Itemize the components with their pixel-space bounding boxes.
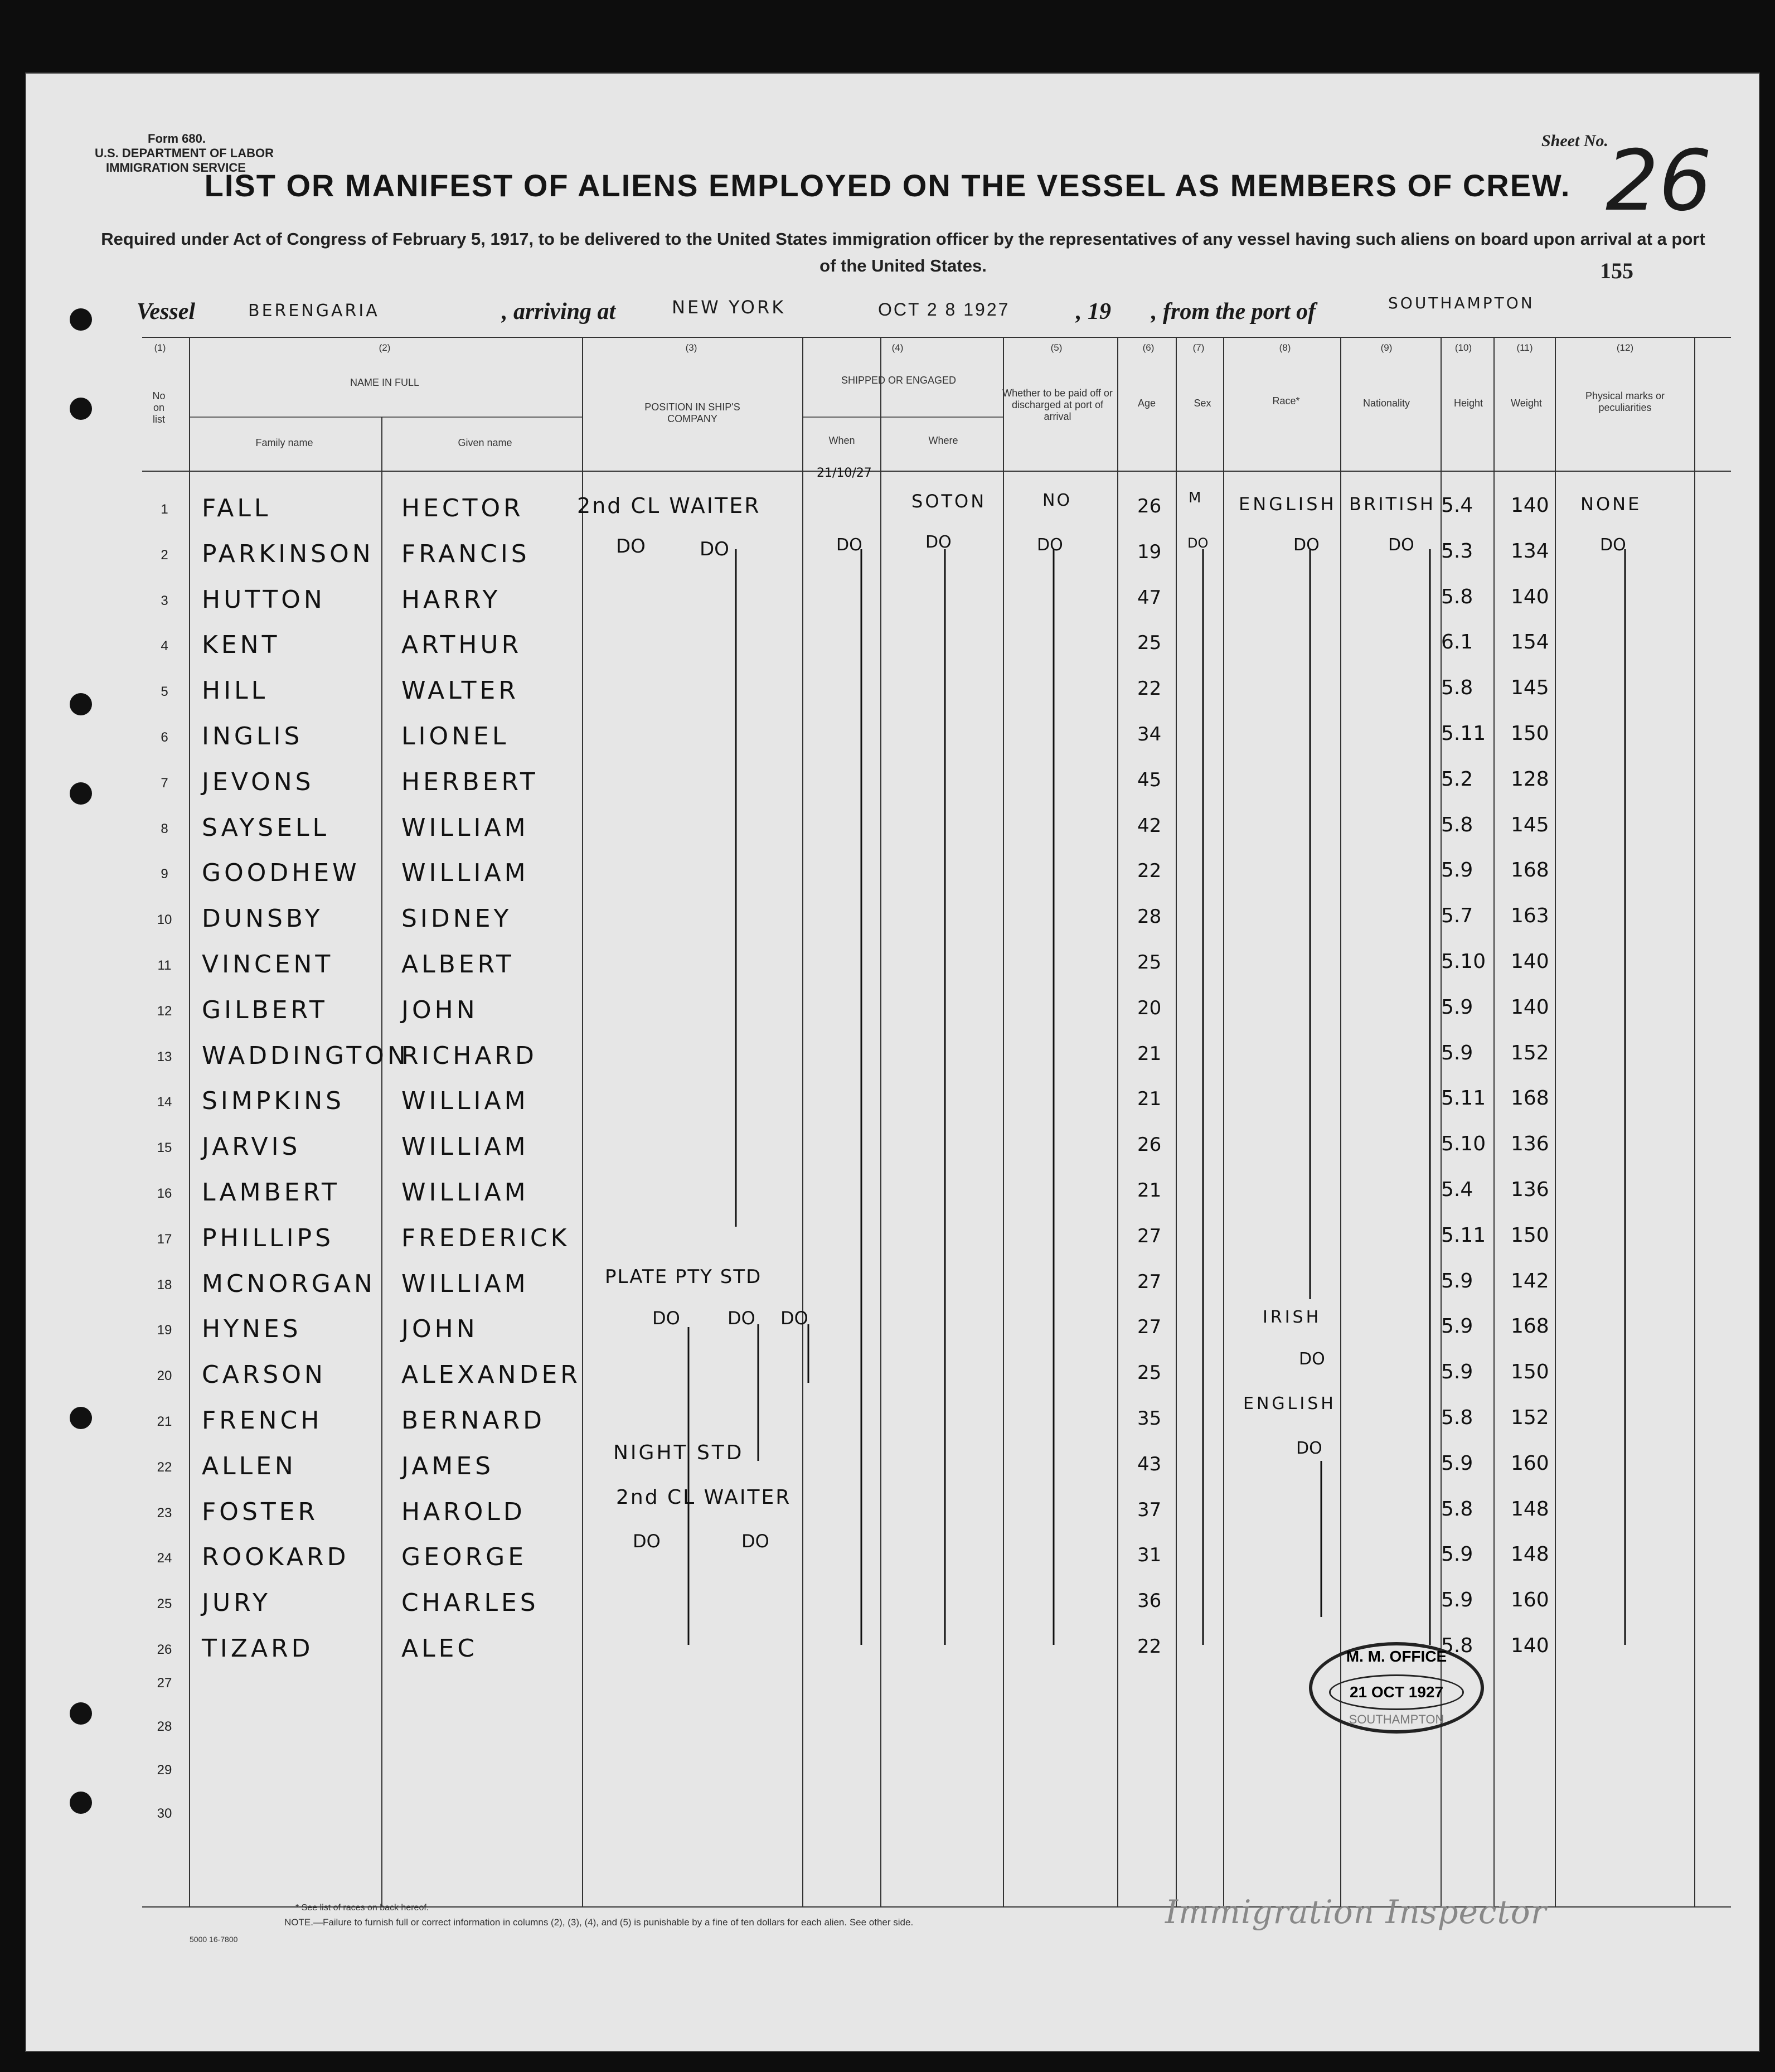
weight-cell: 142	[1511, 1269, 1549, 1292]
row-number: 28	[157, 1719, 172, 1734]
given-name-cell: ALEXANDER	[401, 1361, 581, 1390]
form-number: Form 680.	[148, 132, 206, 146]
row-number: 12	[157, 1003, 172, 1019]
ditto-mark: DO	[836, 535, 862, 555]
family-name-cell: PARKINSON	[202, 539, 374, 568]
given-name-cell: ALBERT	[401, 950, 515, 979]
age-cell: 26	[1137, 1134, 1162, 1156]
given-name-cell: WILLIAM	[401, 1269, 529, 1298]
age-cell: 35	[1137, 1407, 1162, 1430]
row-number: 22	[157, 1459, 172, 1475]
ditto-mark: DO	[1388, 535, 1414, 555]
age-cell: 43	[1137, 1453, 1162, 1475]
column-number: (2)	[379, 342, 391, 353]
family-name-cell: SIMPKINS	[202, 1087, 345, 1116]
header-weight: Weight	[1511, 398, 1542, 409]
weight-cell: 145	[1511, 813, 1549, 836]
ditto-mark: DO	[1299, 1349, 1325, 1369]
column-number: (4)	[891, 342, 904, 353]
given-name-cell: ARTHUR	[401, 631, 522, 660]
height-cell: 5.9	[1441, 859, 1473, 882]
given-name-cell: LIONEL	[401, 722, 510, 751]
weight-cell: 140	[1511, 494, 1549, 517]
family-name-cell: CARSON	[202, 1361, 326, 1390]
given-name-cell: HAROLD	[401, 1497, 526, 1526]
position-cell: NIGHT STD	[613, 1441, 744, 1464]
weight-cell: 140	[1511, 585, 1549, 608]
family-name-cell: TIZARD	[202, 1634, 314, 1663]
row-number: 20	[157, 1368, 172, 1384]
row-number: 7	[161, 775, 168, 791]
height-cell: 5.8	[1441, 676, 1473, 700]
column-number: (7)	[1192, 342, 1205, 353]
given-name-cell: CHARLES	[401, 1589, 539, 1618]
family-name-cell: FOSTER	[202, 1497, 319, 1526]
column-number: (12)	[1616, 342, 1634, 353]
height-cell: 5.4	[1441, 1178, 1473, 1201]
given-name-cell: WALTER	[401, 676, 519, 705]
page-number: 155	[1600, 258, 1633, 283]
column-number: (11)	[1516, 342, 1533, 353]
ditto-mark: DO	[1037, 535, 1063, 555]
height-cell: 5.3	[1441, 539, 1473, 563]
family-name-cell: DUNSBY	[202, 904, 323, 933]
column-number: (8)	[1279, 342, 1291, 353]
header-age: Age	[1137, 398, 1156, 409]
height-cell: 5.4	[1441, 494, 1473, 517]
column-number: (10)	[1454, 342, 1472, 353]
ditto-mark: DO	[780, 1308, 808, 1329]
page-subtitle: Required under Act of Congress of February 5, 1917, to be delivered to the United States immigration officer by the representatives of any vessel having such aliens on board upon arrival at a port of the United States.	[101, 229, 1705, 275]
age-cell: 25	[1137, 951, 1162, 974]
header-when: When	[828, 435, 855, 446]
from-port-label: , from the port of	[1151, 299, 1316, 325]
weight-cell: 145	[1511, 676, 1549, 700]
header-where: Where	[928, 435, 958, 446]
race-footnote: * See list of races on back hereof.	[295, 1903, 429, 1913]
weight-cell: 163	[1511, 904, 1549, 928]
position-cell: PLATE PTY STD	[605, 1266, 762, 1288]
row-number: 26	[157, 1642, 172, 1657]
row-number: 8	[161, 821, 168, 836]
age-cell: 42	[1137, 814, 1162, 837]
ditto-mark: DO	[616, 535, 646, 558]
height-cell: 5.9	[1441, 1589, 1473, 1612]
given-name-cell: JOHN	[401, 1315, 478, 1344]
given-name-cell: WILLIAM	[401, 1132, 529, 1161]
shipped-when-cell: 21/10/27	[817, 466, 872, 480]
given-name-cell: SIDNEY	[401, 904, 512, 933]
ditto-mark: DO	[1187, 535, 1209, 551]
shipped-where-cell: SOTON	[911, 491, 987, 512]
weight-cell: 150	[1511, 1361, 1549, 1384]
height-cell: 5.9	[1441, 1315, 1473, 1338]
age-cell: 22	[1137, 677, 1162, 700]
height-cell: 5.9	[1441, 995, 1473, 1019]
ditto-mark: DO	[700, 538, 729, 560]
row-number: 9	[161, 866, 168, 882]
given-name-cell: JOHN	[401, 995, 478, 1024]
weight-cell: 152	[1511, 1406, 1549, 1429]
weight-cell: 140	[1511, 950, 1549, 973]
column-number: (5)	[1050, 342, 1063, 353]
age-cell: 34	[1137, 723, 1162, 745]
row-number: 14	[157, 1095, 172, 1110]
service-name: IMMIGRATION SERVICE	[106, 161, 246, 175]
physical-marks-cell: NONE	[1580, 493, 1642, 515]
row-number: 3	[161, 593, 168, 608]
age-cell: 19	[1137, 540, 1162, 563]
age-cell: 20	[1137, 996, 1162, 1019]
ditto-mark: DO	[1293, 535, 1320, 555]
family-name-cell: VINCENT	[202, 950, 334, 979]
ditto-mark: DO	[652, 1308, 680, 1329]
header-height: Height	[1453, 398, 1483, 409]
sheet-number: 26	[1606, 133, 1712, 230]
column-number: (1)	[154, 342, 166, 353]
ditto-mark: DO	[728, 1308, 755, 1329]
row-number: 21	[157, 1414, 172, 1429]
weight-cell: 134	[1511, 539, 1549, 563]
age-cell: 45	[1137, 768, 1162, 791]
arrival-port: NEW YORK	[672, 297, 786, 318]
sex-cell: M	[1189, 490, 1201, 506]
race-cell: ENGLISH	[1239, 493, 1337, 515]
print-code: 5000 16-7800	[190, 1935, 238, 1944]
arriving-label: , arriving at	[502, 299, 616, 325]
age-cell: 27	[1137, 1270, 1162, 1293]
header-physical-marks: Physical marks or peculiarities	[1585, 390, 1665, 413]
age-cell: 47	[1137, 586, 1162, 609]
height-cell: 5.10	[1441, 1132, 1486, 1156]
column-number: (3)	[685, 342, 697, 353]
family-name-cell: KENT	[202, 631, 280, 660]
ditto-mark: DO	[1600, 535, 1626, 555]
age-cell: 37	[1137, 1498, 1162, 1521]
row-number: 5	[161, 684, 168, 700]
stamp-location: SOUTHAMPTON	[1349, 1712, 1444, 1726]
row-number: 4	[161, 638, 168, 654]
weight-cell: 150	[1511, 1223, 1549, 1247]
arrival-date-stamp: OCT 2 8 1927	[878, 299, 1010, 319]
height-cell: 5.9	[1441, 1269, 1473, 1292]
row-number: 6	[161, 730, 168, 745]
weight-cell: 168	[1511, 1315, 1549, 1338]
stamp-date: 21 OCT 1927	[1329, 1674, 1464, 1710]
row-number: 30	[157, 1806, 172, 1821]
height-cell: 5.11	[1441, 1223, 1486, 1247]
family-name-cell: SAYSELL	[202, 813, 330, 842]
row-number: 17	[157, 1231, 172, 1247]
header-position: POSITION IN SHIP'S COMPANY	[644, 401, 740, 424]
header-given-name: Given name	[458, 437, 512, 448]
row-number: 19	[157, 1323, 172, 1338]
column-number: (9)	[1380, 342, 1393, 353]
weight-cell: 160	[1511, 1451, 1549, 1475]
header-family-name: Family name	[255, 437, 313, 448]
family-name-cell: FALL	[202, 494, 271, 522]
family-name-cell: LAMBERT	[202, 1178, 340, 1207]
height-cell: 5.8	[1441, 813, 1473, 836]
penalty-note: NOTE.—Failure to furnish full or correct information in columns (2), (3), (4), and (5) is punishable by a fine of ten dollars for each alien. See other side.	[284, 1917, 914, 1928]
row-number: 16	[157, 1186, 172, 1201]
header-nationality: Nationality	[1362, 398, 1410, 409]
age-cell: 36	[1137, 1590, 1162, 1613]
paid-off-cell: NO	[1042, 491, 1072, 510]
family-name-cell: JARVIS	[202, 1132, 301, 1161]
row-number: 15	[157, 1140, 172, 1156]
family-name-cell: JEVONS	[202, 767, 314, 796]
row-number: 18	[157, 1277, 172, 1292]
family-name-cell: ALLEN	[202, 1451, 297, 1480]
header-shipped-or-engaged: SHIPPED OR ENGAGED	[841, 375, 957, 386]
given-name-cell: RICHARD	[401, 1041, 537, 1070]
family-name-cell: JURY	[202, 1589, 271, 1618]
age-cell: 22	[1137, 1635, 1162, 1658]
age-cell: 25	[1137, 632, 1162, 655]
height-cell: 5.8	[1441, 585, 1473, 608]
row-number: 13	[157, 1049, 172, 1064]
family-name-cell: HUTTON	[202, 585, 326, 614]
header-sex: Sex	[1194, 398, 1211, 409]
given-name-cell: WILLIAM	[401, 1178, 529, 1207]
header-name-in-full: NAME IN FULL	[350, 377, 420, 388]
height-cell: 5.10	[1441, 950, 1486, 973]
age-cell: 21	[1137, 1042, 1162, 1065]
departure-port: SOUTHAMPTON	[1388, 294, 1535, 312]
immigration-office-stamp	[1309, 1642, 1484, 1734]
family-name-cell: INGLIS	[202, 722, 303, 751]
given-name-cell: JAMES	[401, 1451, 494, 1480]
weight-cell: 136	[1511, 1132, 1549, 1156]
age-cell: 26	[1137, 495, 1162, 517]
weight-cell: 140	[1511, 995, 1549, 1019]
sheet-label: Sheet No.	[1541, 132, 1608, 150]
header-paid-off: Whether to be paid off or discharged at port of arrival	[1002, 388, 1113, 422]
family-name-cell: ROOKARD	[202, 1543, 350, 1572]
height-cell: 5.9	[1441, 1361, 1473, 1384]
given-name-cell: FRANCIS	[401, 539, 530, 568]
given-name-cell: HECTOR	[401, 494, 524, 522]
given-name-cell: ALEC	[401, 1634, 478, 1663]
age-cell: 31	[1137, 1544, 1162, 1567]
year-label: , 19	[1076, 299, 1111, 325]
age-cell: 27	[1137, 1316, 1162, 1339]
position-cell: 2nd CL WAITER	[616, 1486, 792, 1509]
family-name-cell: HYNES	[202, 1315, 302, 1344]
row-number: 25	[157, 1596, 172, 1612]
vessel-name: BERENGARIA	[248, 301, 380, 321]
department-name: U.S. DEPARTMENT OF LABOR	[95, 146, 274, 160]
height-cell: 5.9	[1441, 1543, 1473, 1566]
height-cell: 5.11	[1441, 722, 1486, 745]
age-cell: 25	[1137, 1362, 1162, 1384]
weight-cell: 128	[1511, 767, 1549, 791]
row-number: 1	[161, 502, 168, 517]
stamp-office: M. M. OFFICE	[1346, 1648, 1447, 1665]
age-cell: 27	[1137, 1224, 1162, 1247]
height-cell: 5.8	[1441, 1634, 1473, 1657]
nationality-cell: BRITISH	[1349, 493, 1435, 515]
family-name-cell: HILL	[202, 676, 269, 705]
ditto-mark: DO	[633, 1531, 661, 1552]
given-name-cell: HERBERT	[401, 767, 539, 796]
family-name-cell: FRENCH	[202, 1406, 323, 1435]
height-cell: 5.11	[1441, 1087, 1486, 1110]
inspector-signature: Immigration Inspector	[1165, 1893, 1547, 1931]
race-cell: IRISH	[1263, 1308, 1322, 1327]
row-number: 24	[157, 1551, 172, 1566]
weight-cell: 154	[1511, 631, 1549, 654]
weight-cell: 160	[1511, 1589, 1549, 1612]
given-name-cell: GEORGE	[401, 1543, 527, 1572]
family-name-cell: GOODHEW	[202, 859, 360, 888]
column-number: (6)	[1142, 342, 1155, 353]
weight-cell: 168	[1511, 1087, 1549, 1110]
weight-cell: 148	[1511, 1543, 1549, 1566]
row-number: 11	[157, 958, 172, 973]
weight-cell: 140	[1511, 1634, 1549, 1657]
height-cell: 5.9	[1441, 1041, 1473, 1064]
row-number: 29	[157, 1763, 172, 1778]
height-cell: 5.9	[1441, 1451, 1473, 1475]
header-race: Race*	[1272, 395, 1300, 406]
family-name-cell: PHILLIPS	[202, 1223, 334, 1252]
weight-cell: 168	[1511, 859, 1549, 882]
given-name-cell: FREDERICK	[401, 1223, 570, 1252]
header-no-on-list: No on list	[152, 390, 166, 425]
height-cell: 6.1	[1441, 631, 1473, 654]
family-name-cell: WADDINGTON	[202, 1041, 409, 1070]
given-name-cell: WILLIAM	[401, 1087, 529, 1116]
ditto-mark: DO	[925, 532, 952, 552]
weight-cell: 150	[1511, 722, 1549, 745]
family-name-cell: GILBERT	[202, 995, 328, 1024]
given-name-cell: HARRY	[401, 585, 501, 614]
age-cell: 21	[1137, 1179, 1162, 1202]
given-name-cell: WILLIAM	[401, 813, 529, 842]
height-cell: 5.7	[1441, 904, 1473, 928]
height-cell: 5.8	[1441, 1497, 1473, 1521]
family-name-cell: MCNORGAN	[202, 1269, 376, 1298]
given-name-cell: BERNARD	[401, 1406, 546, 1435]
age-cell: 22	[1137, 860, 1162, 883]
position-cell: 2nd CL WAITER	[577, 493, 761, 518]
height-cell: 5.2	[1441, 767, 1473, 791]
weight-cell: 136	[1511, 1178, 1549, 1201]
page-title: LIST OR MANIFEST OF ALIENS EMPLOYED ON THE VESSEL AS MEMBERS OF CREW.	[204, 168, 1571, 203]
weight-cell: 152	[1511, 1041, 1549, 1064]
row-number: 27	[157, 1676, 172, 1691]
height-cell: 5.8	[1441, 1406, 1473, 1429]
age-cell: 21	[1137, 1088, 1162, 1111]
ditto-mark: DO	[1296, 1439, 1322, 1458]
race-cell: ENGLISH	[1243, 1394, 1336, 1413]
weight-cell: 148	[1511, 1497, 1549, 1521]
age-cell: 28	[1137, 906, 1162, 928]
vessel-label: Vessel	[137, 299, 195, 325]
row-number: 10	[157, 912, 172, 928]
given-name-cell: WILLIAM	[401, 859, 529, 888]
ditto-mark: DO	[741, 1531, 769, 1552]
row-number: 2	[161, 547, 168, 563]
row-number: 23	[157, 1505, 172, 1521]
